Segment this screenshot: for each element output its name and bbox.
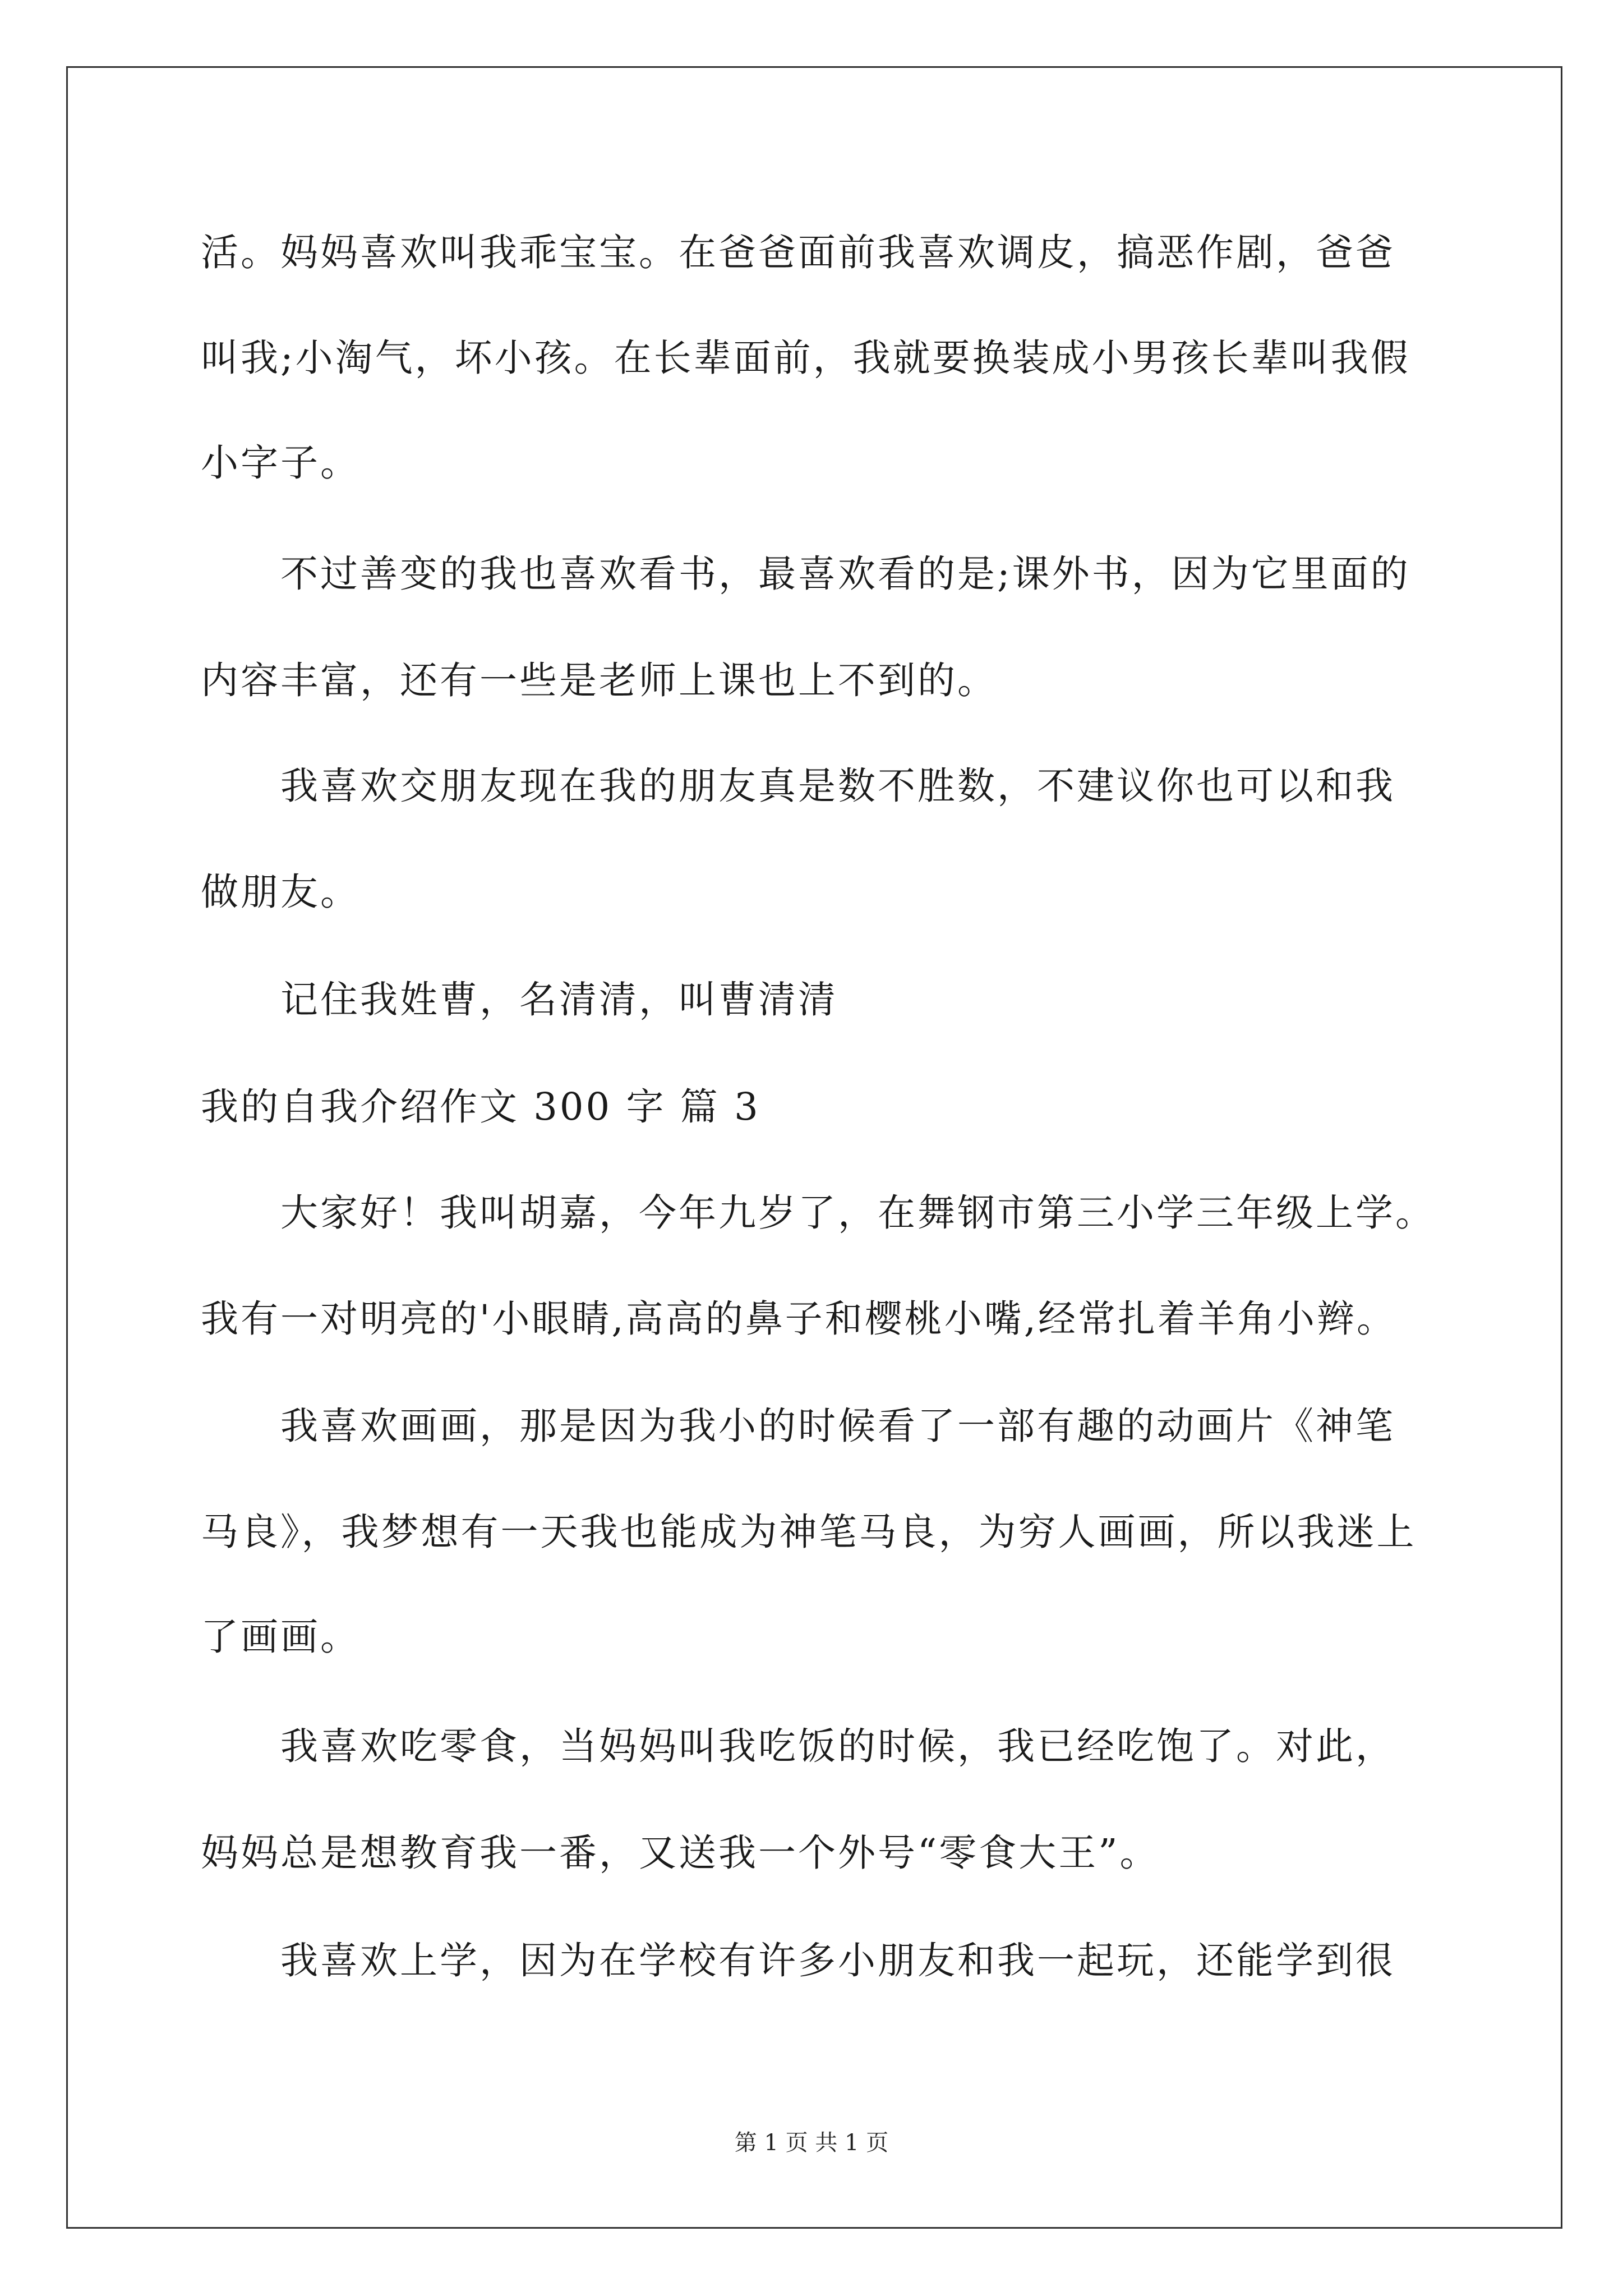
text-line: 大家好！我叫胡嘉，今年九岁了，在舞钢市第三小学三年级上学。 bbox=[280, 1191, 1435, 1235]
page-footer: 第 1 页 共 1 页 bbox=[734, 2130, 889, 2156]
text-line: 活。妈妈喜欢叫我乖宝宝。在爸爸面前我喜欢调皮，搞恶作剧，爸爸 bbox=[201, 231, 1395, 274]
text-line: 我有一对明亮的'小眼睛,高高的鼻子和樱桃小嘴,经常扎着羊角小辫。 bbox=[201, 1297, 1397, 1341]
page-border bbox=[66, 66, 1562, 2229]
text-line: 小字子。 bbox=[201, 441, 360, 485]
text-line: 马良》，我梦想有一天我也能成为神笔马良，为穷人画画，所以我迷上 bbox=[201, 1510, 1417, 1554]
text-line: 我喜欢吃零食，当妈妈叫我吃饭的时候，我已经吃饱了。对此， bbox=[280, 1724, 1395, 1768]
text-line: 叫我;小淘气，坏小孩。在长辈面前，我就要换装成小男孩长辈叫我假 bbox=[201, 336, 1410, 380]
text-line: 不过善变的我也喜欢看书，最喜欢看的是;课外书，因为它里面的 bbox=[280, 552, 1410, 596]
section-heading: 我的自我介绍作文 300 字 篇 3 bbox=[201, 1085, 760, 1129]
text-line: 我喜欢上学，因为在学校有许多小朋友和我一起玩，还能学到很 bbox=[280, 1939, 1395, 1982]
text-line: 内容丰富，还有一些是老师上课也上不到的。 bbox=[201, 659, 997, 702]
text-line: 妈妈总是想教育我一番，又送我一个外号“零食大王”。 bbox=[201, 1831, 1160, 1875]
text-line: 了画画。 bbox=[201, 1615, 360, 1659]
text-line: 我喜欢画画，那是因为我小的时候看了一部有趣的动画片《神笔 bbox=[280, 1404, 1395, 1448]
text-line: 做朋友。 bbox=[201, 870, 360, 914]
text-line: 记住我姓曹，名清清，叫曹清清 bbox=[280, 978, 838, 1022]
text-line: 我喜欢交朋友现在我的朋友真是数不胜数，不建议你也可以和我 bbox=[280, 764, 1395, 808]
